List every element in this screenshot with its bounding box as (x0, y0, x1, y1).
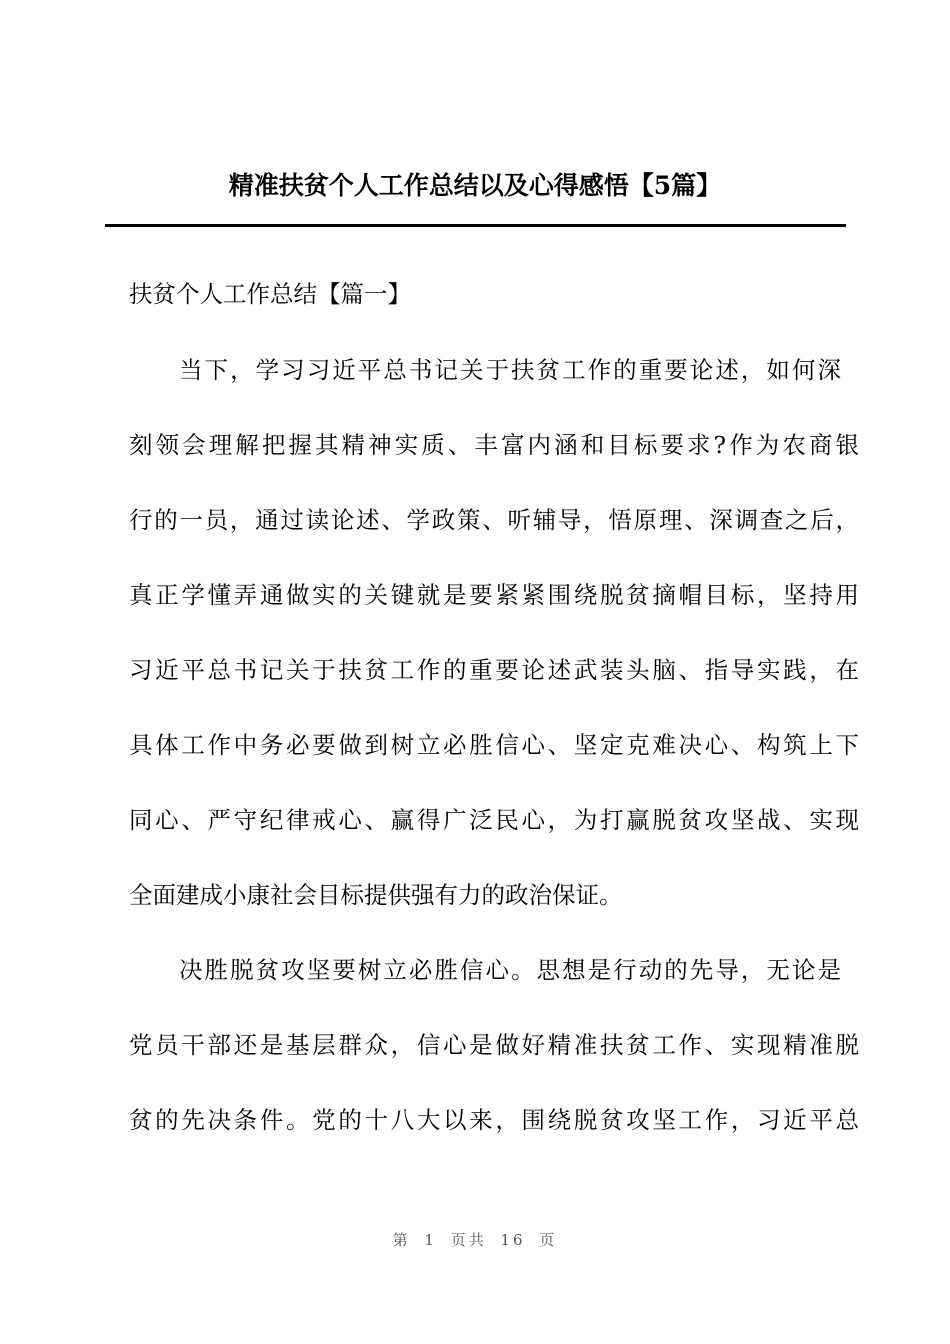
paragraph-2-line-2: 党员干部还是基层群众，信心是做好精准扶贫工作、实现精准脱 (129, 1031, 859, 1059)
paragraph-1-line-1: 当下，学习习近平总书记关于扶贫工作的重要论述，如何深 (179, 356, 841, 384)
paragraph-2-line-3: 贫的先决条件。党的十八大以来，围绕脱贫攻坚工作，习近平总 (129, 1106, 859, 1134)
page-number-footer: 第 1 页共 16 页 (392, 1231, 558, 1249)
title-underline (105, 224, 846, 227)
paragraph-1-line-2: 刻领会理解把握其精神实质、丰富内涵和目标要求?作为农商银 (129, 431, 859, 459)
paragraph-1-line-6: 具体工作中务必要做到树立必胜信心、坚定克难决心、构筑上下 (129, 731, 859, 759)
paragraph-1-line-5: 习近平总书记关于扶贫工作的重要论述武装头脑、指导实践，在 (129, 656, 859, 684)
paragraph-1-line-4: 真正学懂弄通做实的关键就是要紧紧围绕脱贫摘帽目标，坚持用 (129, 581, 859, 609)
paragraph-1-line-3: 行的一员，通过读论述、学政策、听辅导，悟原理、深调查之后， (129, 506, 859, 534)
paragraph-1-line-7: 同心、严守纪律戒心、赢得广泛民心，为打赢脱贫攻坚战、实现 (129, 806, 859, 834)
section-heading: 扶贫个人工作总结【篇一】 (129, 280, 411, 308)
document-title: 精准扶贫个人工作总结以及心得感悟【5篇】 (228, 171, 722, 200)
paragraph-1-line-8: 全面建成小康社会目标提供强有力的政治保证。 (129, 881, 623, 909)
paragraph-2-line-1: 决胜脱贫攻坚要树立必胜信心。思想是行动的先导，无论是 (179, 956, 841, 984)
